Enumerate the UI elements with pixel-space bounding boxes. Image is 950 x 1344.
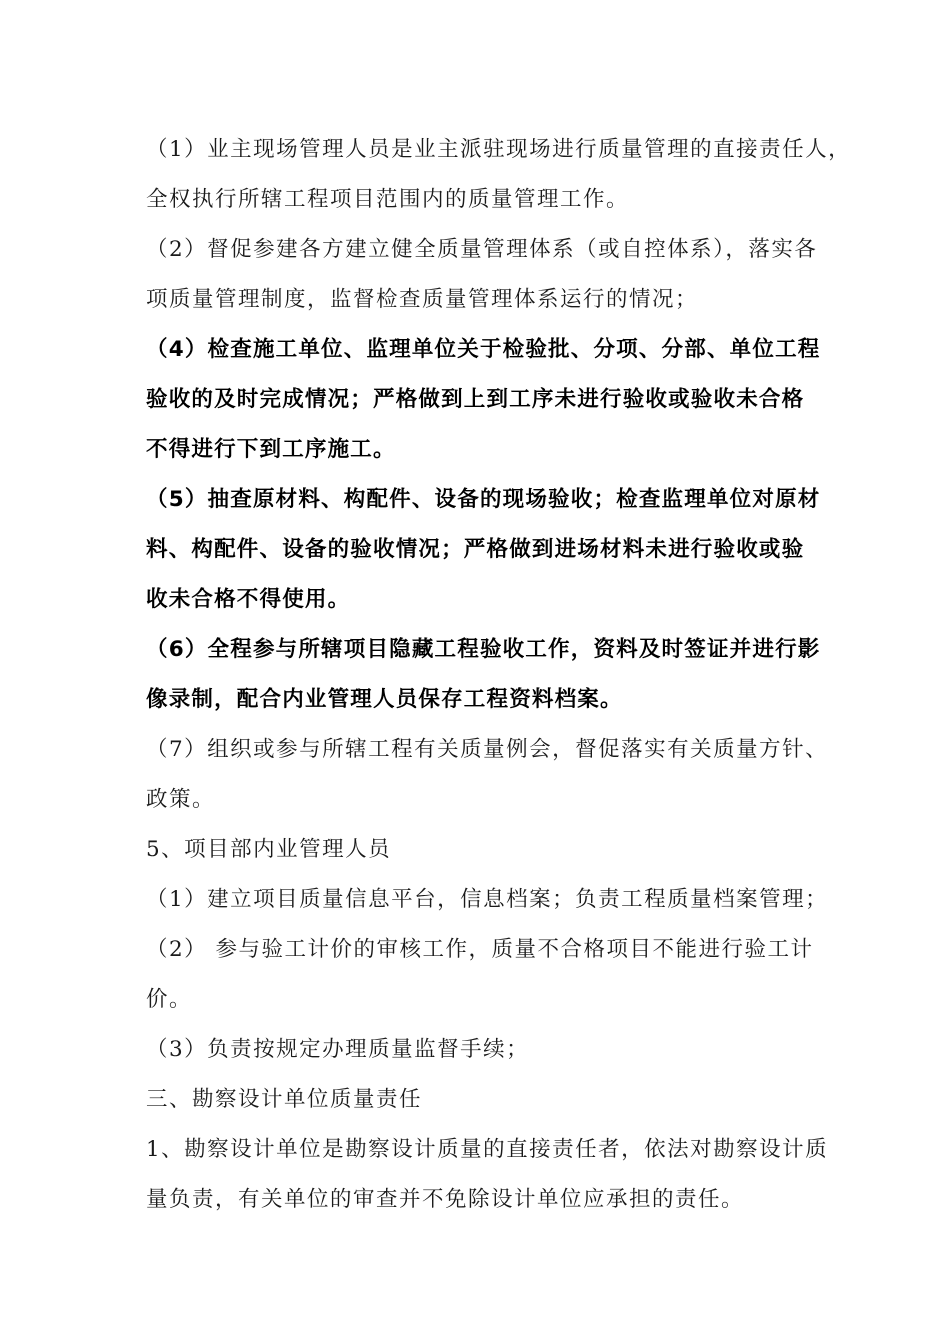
text-line: （2） 参与验工计价的审核工作，质量不合格项目不能进行验工计 [146, 937, 814, 962]
text-line: 量负责，有关单位的审查并不免除设计单位应承担的责任。 [146, 1187, 745, 1212]
text-line-bold: 不得进行下到工序施工。 [146, 437, 396, 462]
text-line: （3）负责按规定办理质量监督手续； [146, 1037, 530, 1062]
text-line: 全权执行所辖工程项目范围内的质量管理工作。 [146, 187, 630, 212]
text-line-bold: 像录制，配合内业管理人员保存工程资料档案。 [146, 687, 623, 712]
text-line-bold: 验收的及时完成情况；严格做到上到工序未进行验收或验收未合格 [146, 387, 805, 412]
text-line-bold: （4）检查施工单位、监理单位关于检验批、分项、分部、单位工程 [146, 337, 821, 362]
text-line: （1）业主现场管理人员是业主派驻现场进行质量管理的直接责任人， [146, 137, 852, 162]
text-line-bold: （6）全程参与所辖项目隐藏工程验收工作，资料及时签证并进行影 [146, 637, 821, 662]
text-line: 项质量管理制度，监督检查质量管理体系运行的情况； [146, 287, 699, 312]
text-line: （1）建立项目质量信息平台，信息档案；负责工程质量档案管理； [146, 887, 829, 912]
text-line-bold: 料、构配件、设备的验收情况；严格做到进场材料未进行验收或验 [146, 537, 805, 562]
text-line: 政策。 [146, 787, 216, 812]
text-line: （2）督促参建各方建立健全质量管理体系（或自控体系），落实各 [146, 237, 818, 262]
text-line-bold: （5）抽查原材料、构配件、设备的现场验收；检查监理单位对原材 [146, 487, 821, 512]
text-line: 1、勘察设计单位是勘察设计质量的直接责任者，依法对勘察设计质 [146, 1137, 829, 1162]
section-heading: 5、项目部内业管理人员 [146, 837, 392, 862]
text-line-bold: 收未合格不得使用。 [146, 587, 351, 612]
text-line: （7）组织或参与所辖工程有关质量例会，督促落实有关质量方针、 [146, 737, 829, 762]
section-heading: 三、勘察设计单位质量责任 [146, 1087, 423, 1112]
text-line: 价。 [146, 987, 193, 1012]
